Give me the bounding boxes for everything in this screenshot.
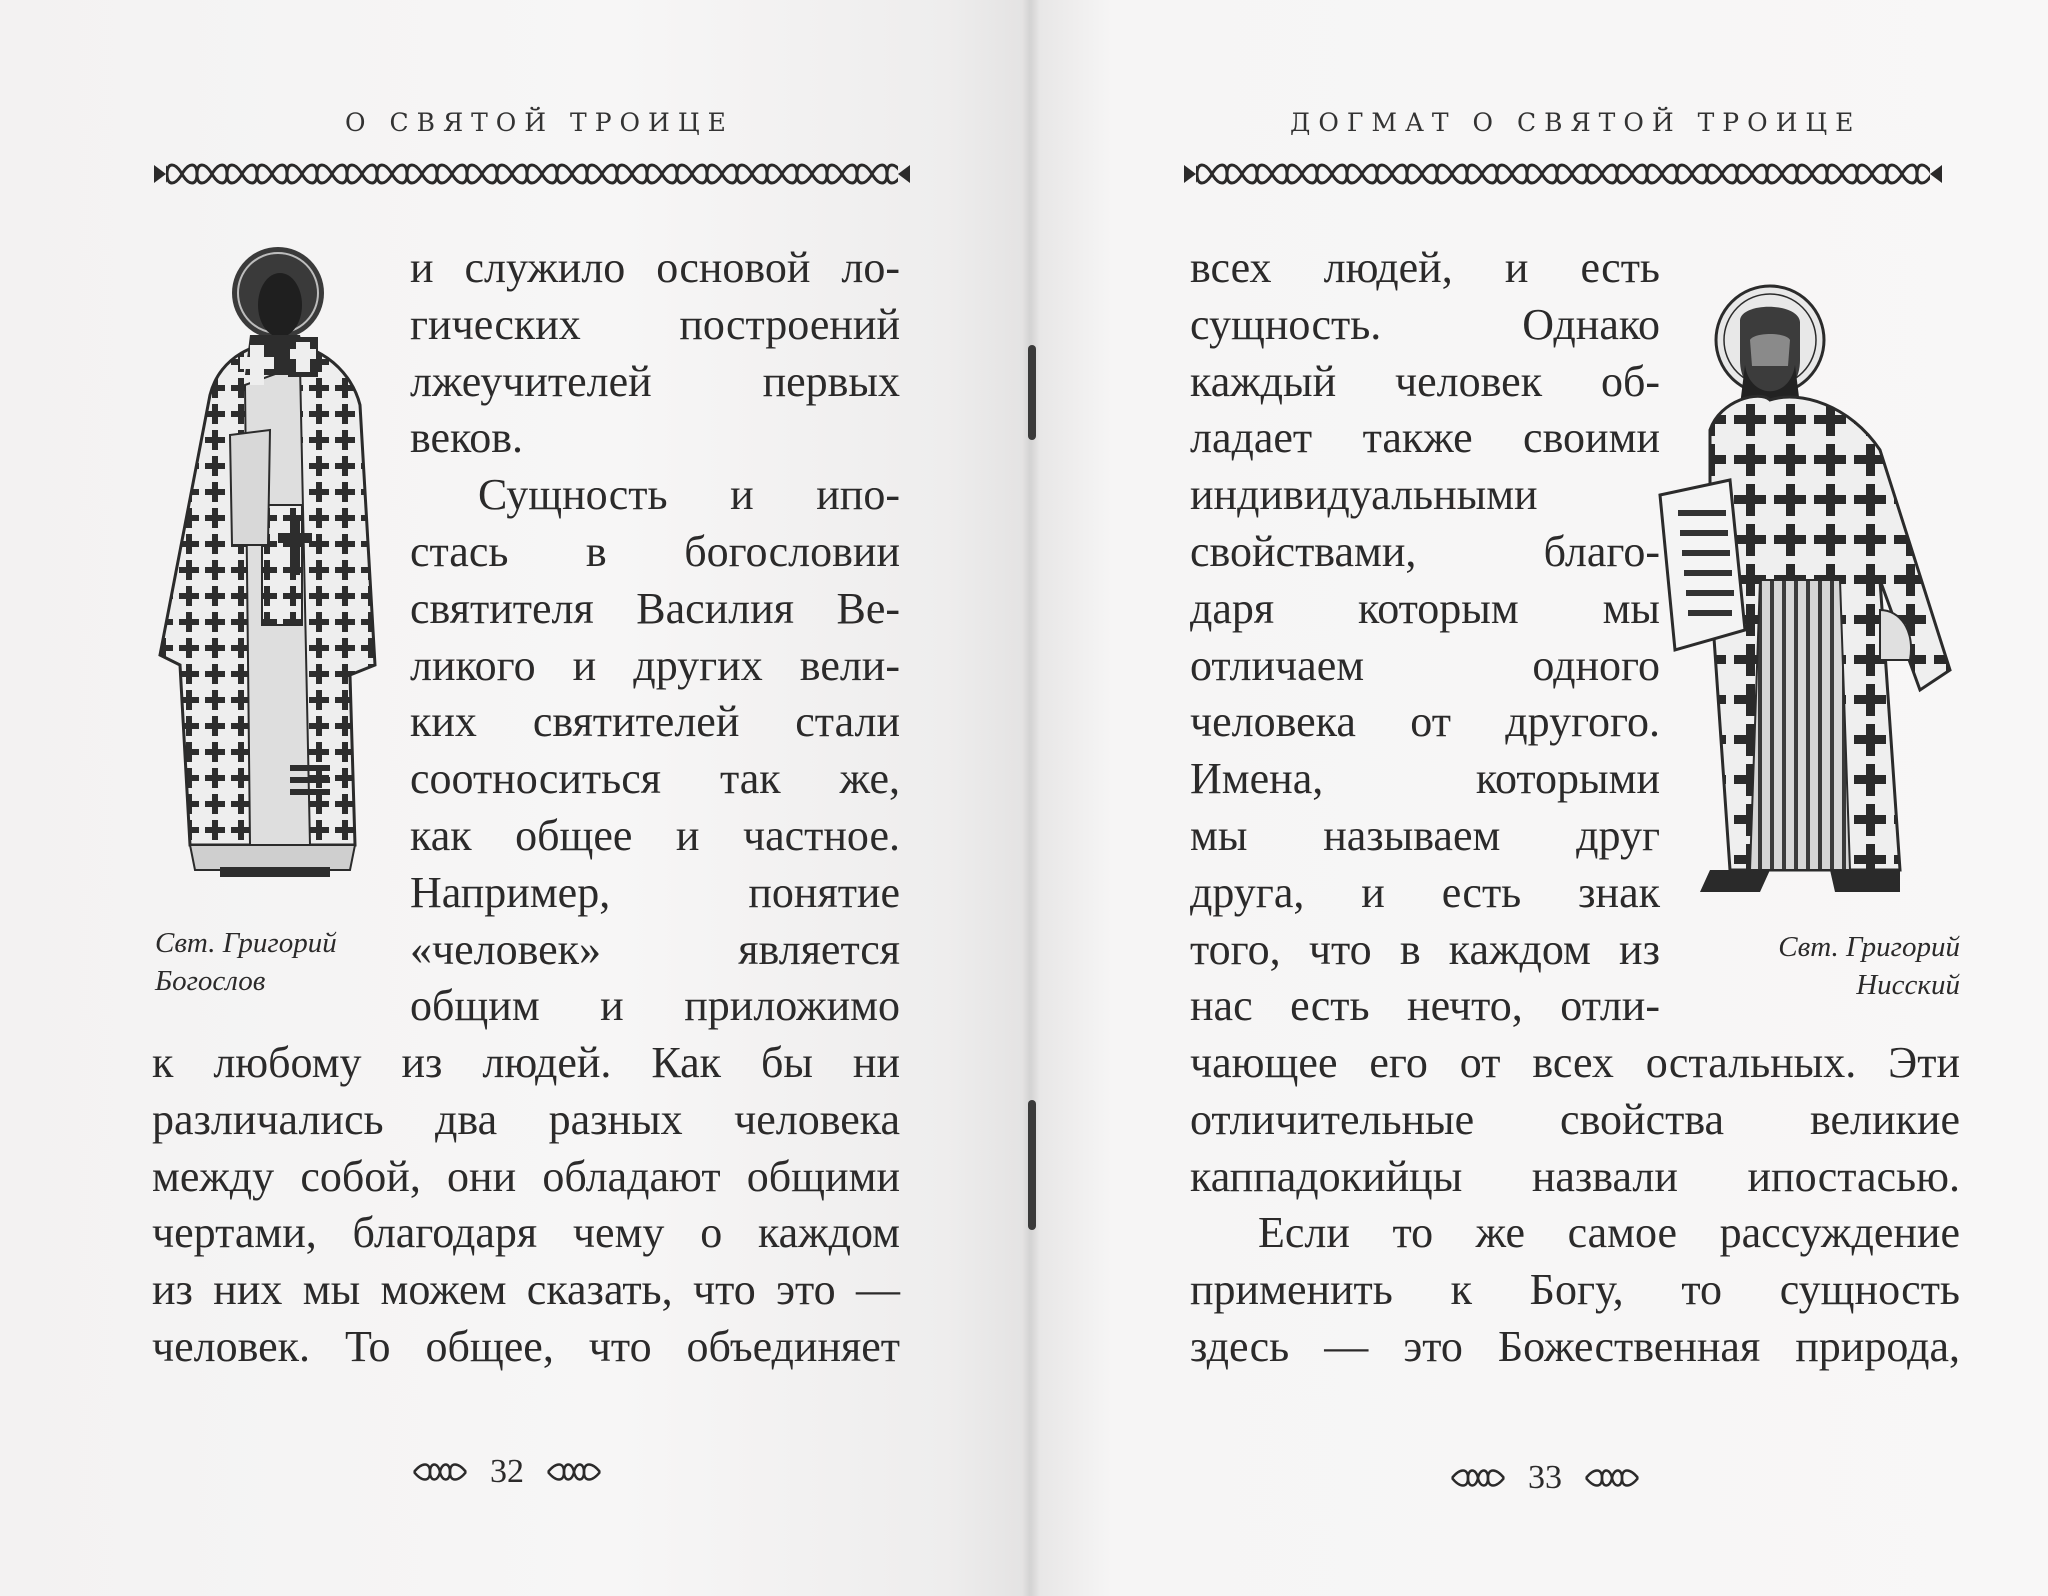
- text-line: святителя Василия Ве-: [410, 583, 900, 633]
- text-line: и служило основой ло-: [410, 243, 900, 292]
- text-line: того, что в каждом из: [1190, 924, 1660, 974]
- text-line: Например, понятие: [410, 867, 900, 917]
- folio-ornament-icon: [1450, 1468, 1506, 1488]
- text-line: соотноситься так же,: [410, 754, 900, 804]
- right-folio: [1450, 1454, 1640, 1502]
- text-line: даря которым мы: [1190, 583, 1660, 633]
- right-full-text: [1190, 1035, 1960, 1376]
- text-line: каппадокийцы назвали ипостасью.: [1190, 1151, 1960, 1201]
- left-running-head: О СВЯТОЙ ТРОИЦЕ: [345, 108, 734, 137]
- folio-ornament-icon: [1584, 1468, 1640, 1488]
- text-line: индивидуальными: [1190, 470, 1538, 520]
- text-line: стась в богословии: [410, 526, 900, 576]
- text-line: Сущность и ипо-: [478, 470, 900, 520]
- staple-top: [1028, 345, 1036, 440]
- left-folio: [412, 1448, 602, 1496]
- text-line: применить к Богу, то сущность: [1190, 1265, 1960, 1315]
- text-line: различались два разных человека: [152, 1094, 900, 1144]
- caption-line: Нисский: [1856, 969, 1960, 1001]
- text-line: как общее и частное.: [410, 810, 900, 860]
- text-line: каждый человек об-: [1190, 356, 1660, 406]
- text-line: ладает также своими: [1190, 413, 1660, 463]
- text-line: веков.: [410, 413, 523, 463]
- text-line: гических построений: [410, 299, 900, 349]
- text-line: отличаем одного: [1190, 640, 1660, 690]
- text-line: свойствами, благо-: [1190, 526, 1660, 576]
- text-line: отличительные свойства великие: [1190, 1094, 1960, 1144]
- book-gutter: [1022, 0, 1040, 1596]
- text-line: Если то же самое рассуждение: [1258, 1208, 1960, 1258]
- page-number: 32: [490, 1453, 524, 1490]
- text-line: человека от другого.: [1190, 697, 1660, 747]
- text-line: Имена, которыми: [1190, 754, 1660, 804]
- right-running-head: ДОГМАТ О СВЯТОЙ ТРОИЦЕ: [1290, 108, 1862, 137]
- text-line: из них мы можем сказать, что это —: [152, 1265, 900, 1315]
- text-line: общим и приложимо: [410, 981, 900, 1031]
- text-line: чающее его от всех остальных. Эти: [1190, 1038, 1960, 1087]
- page-number: 33: [1528, 1459, 1562, 1496]
- folio-ornament-icon: [546, 1462, 602, 1482]
- left-full-text: [152, 1035, 900, 1376]
- text-line: чертами, благодаря чему о каждом: [152, 1208, 900, 1258]
- text-line: ликого и других вели-: [410, 640, 900, 690]
- text-line: «человек» является: [410, 924, 900, 974]
- caption-line: Богослов: [155, 965, 266, 997]
- caption-line: Свт. Григорий: [155, 927, 337, 959]
- text-line: мы называем друг: [1190, 810, 1660, 860]
- left-caption: [155, 924, 385, 1000]
- text-line: к любому из людей. Как бы ни: [152, 1038, 900, 1087]
- caption-line: Свт. Григорий: [1778, 931, 1960, 963]
- text-line: друга, и есть знак: [1190, 867, 1660, 917]
- icon-saint-gregory-nyssa: [1650, 280, 1960, 900]
- right-side-text: [1190, 240, 1660, 1035]
- text-line: лжеучителей первых: [410, 356, 900, 406]
- right-page: [1030, 0, 2048, 1596]
- text-line: нас есть нечто, отли-: [1190, 981, 1660, 1031]
- staple-bottom: [1028, 1100, 1036, 1230]
- text-line: человек. То общее, что объединяет: [152, 1321, 900, 1371]
- text-line: всех людей, и есть: [1190, 243, 1660, 292]
- text-line: здесь — это Божественная природа,: [1190, 1321, 1960, 1371]
- left-ornament-band-icon: [152, 160, 912, 188]
- icon-saint-gregory-theologian: [150, 245, 380, 885]
- right-caption: [1720, 928, 1960, 1004]
- left-side-text: [410, 240, 900, 1035]
- folio-ornament-icon: [412, 1462, 468, 1482]
- text-line: сущность. Однако: [1190, 299, 1660, 349]
- text-line: между собой, они обладают общими: [152, 1151, 900, 1201]
- text-line: ких святителей стали: [410, 697, 900, 747]
- right-ornament-band-icon: [1182, 160, 1944, 188]
